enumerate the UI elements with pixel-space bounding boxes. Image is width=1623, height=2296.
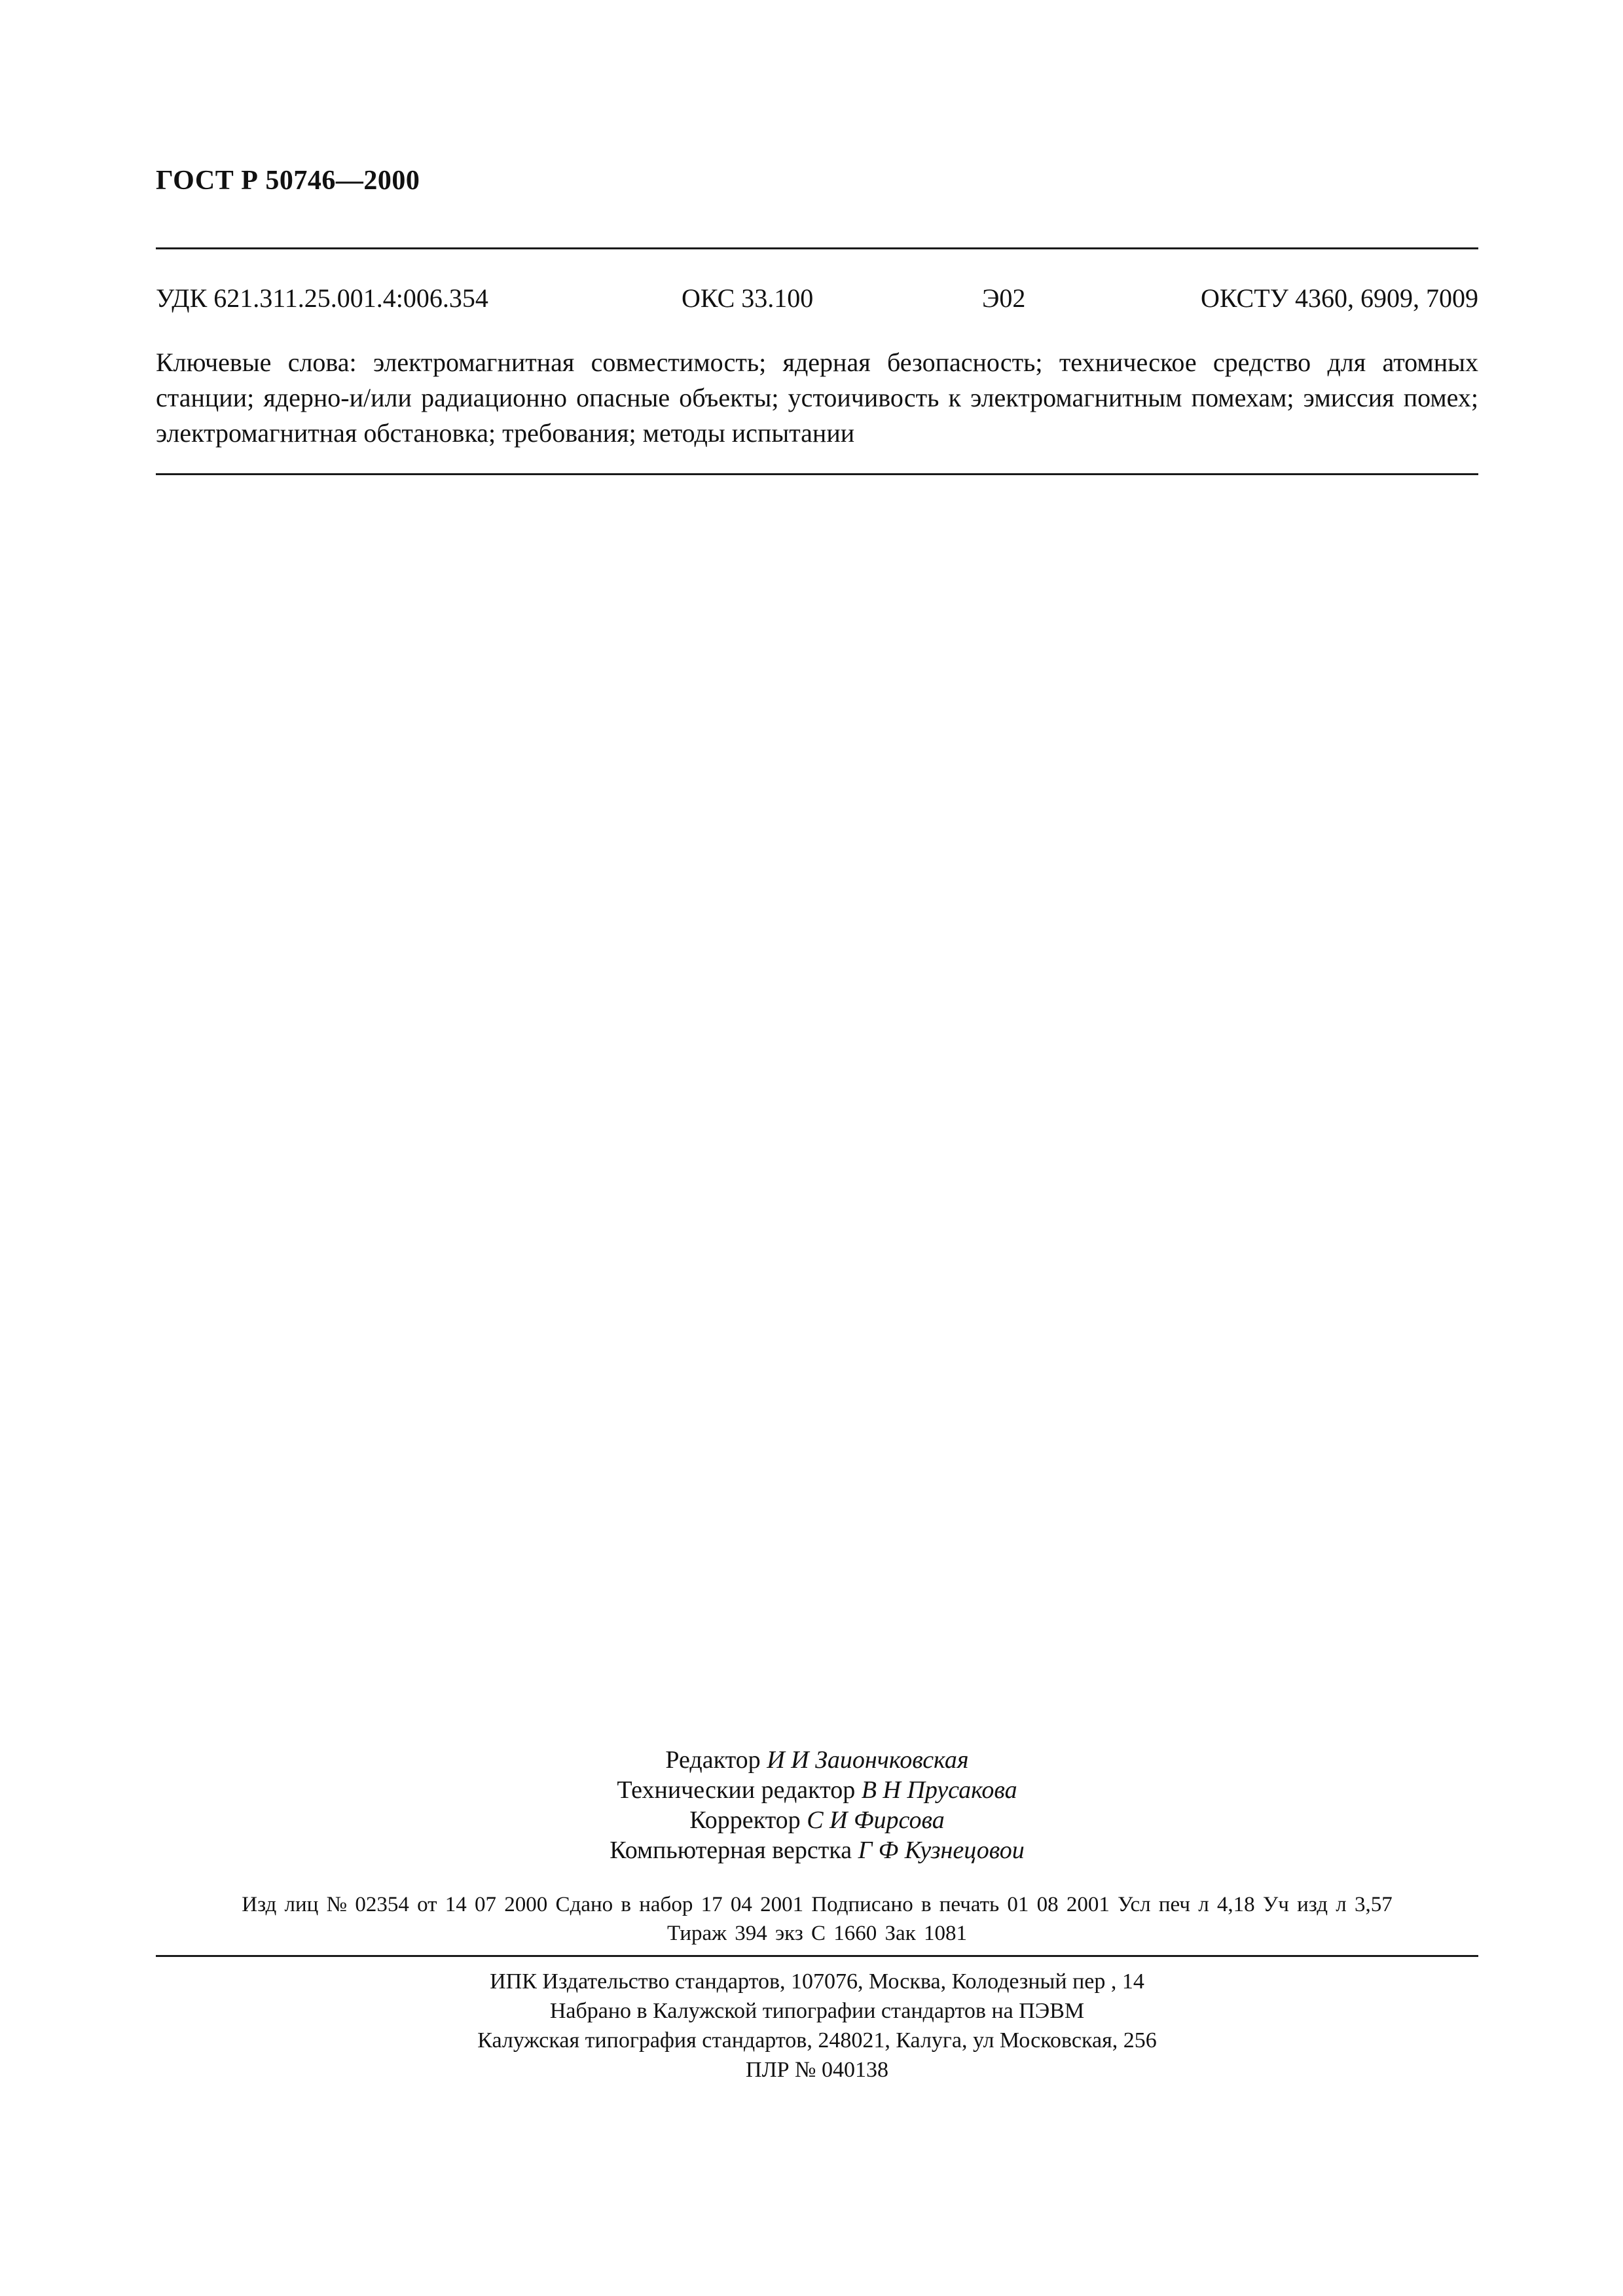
divider-keywords: [156, 473, 1478, 475]
print-run-line: Тираж 394 экз С 1660 Зак 1081: [667, 1922, 967, 1945]
okstu-code: ОКСТУ 4360, 6909, 7009: [1200, 283, 1478, 313]
divider-top: [156, 247, 1478, 249]
classification-row: [156, 283, 1478, 322]
typeset-line: Набрано в Калужской типографии стандартов на ПЭВМ: [549, 1999, 1085, 2023]
staff-role: Корректор: [689, 1806, 801, 1834]
license-line: ПЛР № 040138: [746, 2058, 888, 2082]
staff-name: В Н Прусакова: [861, 1776, 1017, 1804]
staff-credits: [156, 1745, 1478, 1865]
staff-name: И И Заиончковская: [767, 1746, 969, 1774]
staff-line-proofreader: [156, 1805, 1478, 1835]
udk-code: УДК 621.311.25.001.4:006.354: [156, 283, 488, 313]
publisher-block: [156, 1967, 1478, 2085]
staff-role: Техническии редактор: [617, 1776, 856, 1804]
divider-bottom: [156, 1955, 1478, 1957]
staff-role: Компьютерная верстка: [610, 1837, 852, 1864]
staff-name: С И Фирсова: [807, 1806, 945, 1834]
print-info-line: Изд лиц № 02354 от 14 07 2000 Сдано в набор 17 04 2001 Подписано в печать 01 08 2001 Усл печ л 4,18 Уч изд л 3,57: [242, 1893, 1393, 1916]
staff-role: Редактор: [665, 1746, 761, 1774]
group-code: Э02: [982, 283, 1026, 313]
staff-name: Г Ф Кузнецовои: [858, 1837, 1025, 1864]
staff-line-tech-editor: [156, 1775, 1478, 1805]
publisher-line: ИПК Издательство стандартов, 107076, Москва, Колодезный пер , 14: [490, 1969, 1144, 1994]
staff-line-layout: [156, 1835, 1478, 1865]
document-title: ГОСТ Р 50746—2000: [156, 166, 420, 196]
keywords-paragraph: Ключевые слова: электромагнитная совместимость; ядерная безопасность; техническое средство для атомных станции; ядерно-и/или радиационно опасные объекты; устоичивость к электромагнитным помехам; эмиссия помех; электромагнитная обстановка; требования; методы испытании: [156, 348, 1478, 448]
staff-line-editor: [156, 1745, 1478, 1775]
printer-line: Калужская типография стандартов, 248021, Калуга, ул Московская, 256: [477, 2028, 1157, 2053]
print-info: [156, 1890, 1478, 1948]
oks-code: ОКС 33.100: [682, 283, 814, 313]
